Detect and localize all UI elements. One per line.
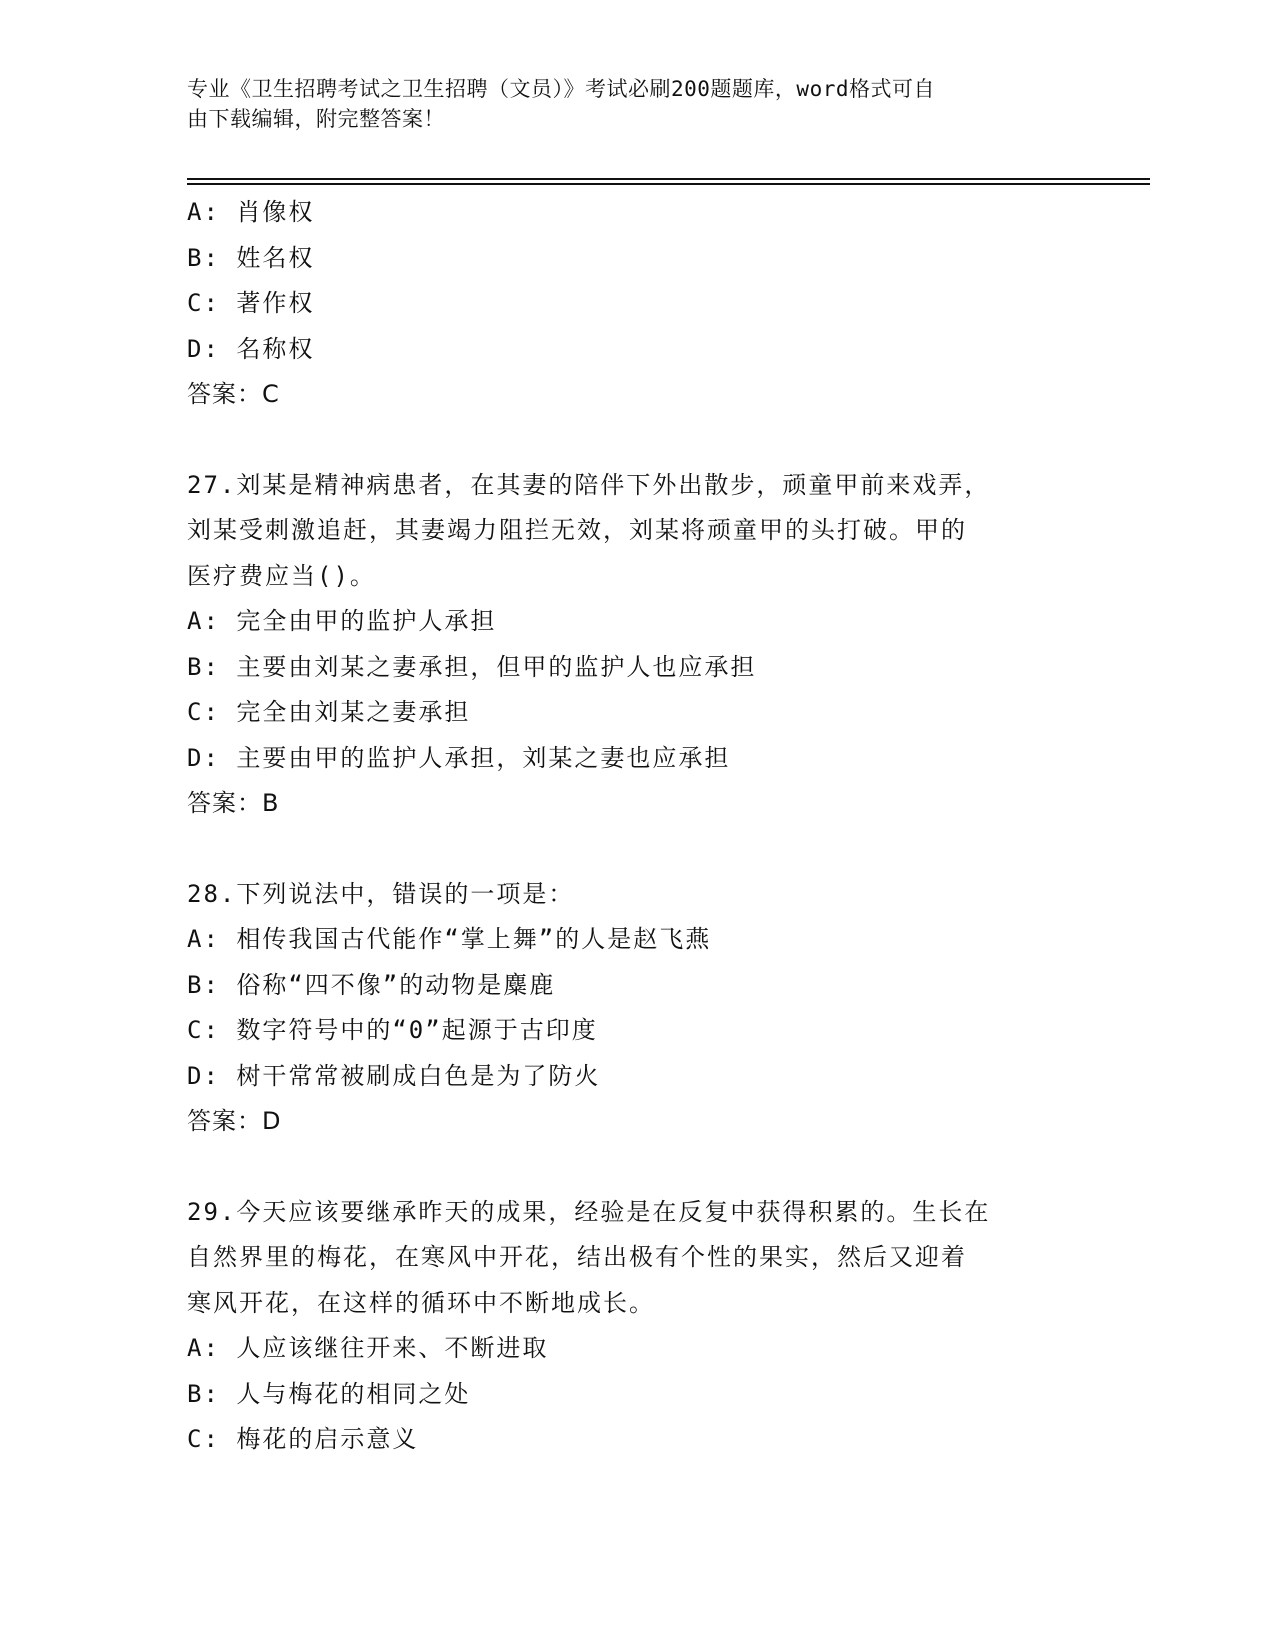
- option-c: C: 著作权: [187, 289, 315, 317]
- option-c: C: 完全由刘某之妻承担: [187, 698, 471, 726]
- option-b: B: 主要由刘某之妻承担，但甲的监护人也应承担: [187, 652, 757, 681]
- question-stem: [187, 463, 1067, 600]
- option-a: A: 相传我国古代能作“掌上舞”的人是赵飞燕: [187, 925, 712, 953]
- header-line-2: 由下载编辑，附完整答案！: [187, 107, 445, 131]
- option-a: A: 肖像权: [187, 198, 315, 226]
- answer: 答案：B: [187, 789, 280, 817]
- option-a: A: 完全由甲的监护人承担: [187, 607, 497, 635]
- option-b: B: 人与梅花的相同之处: [187, 1379, 471, 1408]
- option-c: C: 梅花的启示意义: [187, 1425, 419, 1453]
- document-header: [187, 74, 1057, 134]
- stem-line: 医疗费应当()。: [187, 561, 376, 590]
- stem-line: 29.今天应该要继承昨天的成果，经验是在反复中获得积累的。生长在: [187, 1197, 991, 1226]
- question-list: [187, 190, 1067, 1463]
- question-29: [187, 1190, 1067, 1463]
- option-d: D: 主要由甲的监护人承担，刘某之妻也应承担: [187, 743, 731, 772]
- question-stem: [187, 872, 1067, 918]
- option-b: B: 姓名权: [187, 243, 315, 272]
- answer: 答案：C: [187, 380, 280, 408]
- option-a: A: 人应该继往开来、不断进取: [187, 1334, 549, 1362]
- stem-line: 刘某受刺激追赶，其妻竭力阻拦无效，刘某将顽童甲的头打破。甲的: [187, 516, 967, 544]
- stem-line: 自然界里的梅花，在寒风中开花，结出极有个性的果实，然后又迎着: [187, 1243, 967, 1271]
- answer: 答案：D: [187, 1107, 282, 1135]
- question-stem: [187, 1190, 1067, 1327]
- header-divider-second: [187, 183, 1150, 185]
- option-b: B: 俗称“四不像”的动物是麋鹿: [187, 970, 556, 999]
- option-c: C: 数字符号中的“0”起源于古印度: [187, 1016, 598, 1044]
- spacer: [187, 418, 1067, 463]
- header-line-1: 专业《卫生招聘考试之卫生招聘（文员）》考试必刷200题题库，word格式可自: [187, 77, 935, 101]
- stem-line: 28.下列说法中，错误的一项是：: [187, 879, 575, 908]
- option-d: D: 名称权: [187, 334, 315, 363]
- question-28: [187, 872, 1067, 1145]
- option-d: D: 树干常常被刷成白色是为了防火: [187, 1061, 601, 1090]
- header-divider: [187, 178, 1150, 180]
- spacer: [187, 1145, 1067, 1190]
- stem-line: 27.刘某是精神病患者，在其妻的陪伴下外出散步，顽童甲前来戏弄，: [187, 470, 991, 499]
- question-27: [187, 463, 1067, 827]
- spacer: [187, 827, 1067, 872]
- question-26: [187, 190, 1067, 418]
- stem-line: 寒风开花，在这样的循环中不断地成长。: [187, 1288, 655, 1317]
